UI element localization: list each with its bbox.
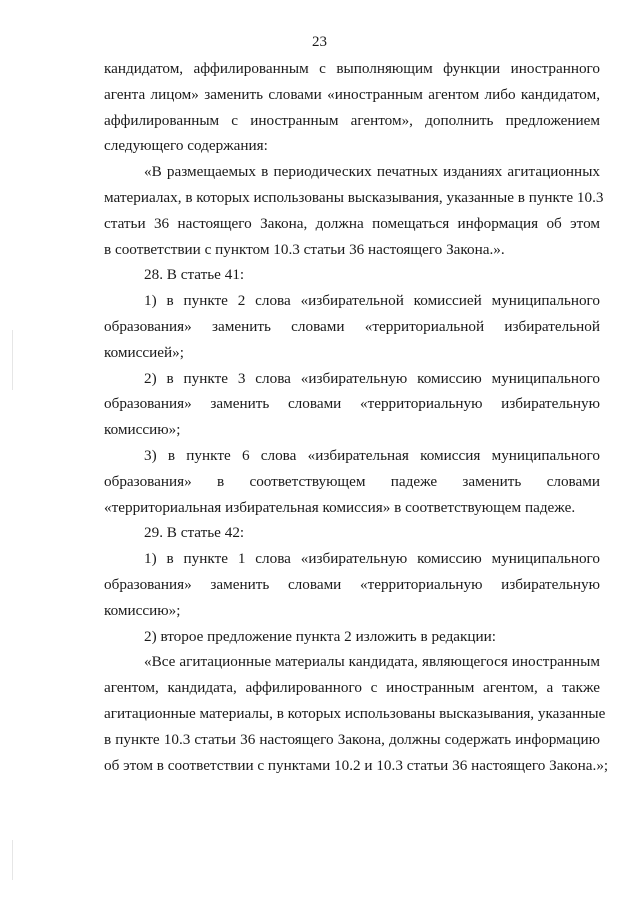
text-line: 3) в пункте 6 слова «избирательная комиссия муниципального [144,446,600,464]
text-line: комиссией»; [104,343,184,361]
text-line: образования» в соответствующем падеже заменить словами [104,472,600,490]
text-line: 2) в пункте 3 слова «избирательную комиссию муниципального [144,369,600,387]
text-line: комиссию»; [104,601,181,619]
text-line: 29. В статье 42: [144,524,245,542]
page-number: 23 [312,34,327,50]
text-line: статьи 36 настоящего Закона, должна помещаться информация об этом [104,214,600,232]
text-line: «Все агитационные материалы кандидата, являющегося иностранным [144,653,600,671]
text-line: агитационные материалы, в которых использованы высказывания, указанные [104,704,606,722]
text-line: следующего содержания: [104,137,268,155]
text-line: кандидатом, аффилированным с выполняющим функции иностранного [104,60,600,77]
text-line: об этом в соответствии с пунктами 10.2 и 10.3 статьи 36 настоящего Закона.»; [104,756,609,774]
text-line: аффилированным с иностранным агентом», дополнить предложением [104,111,600,129]
text-line: 28. В статье 41: [144,266,245,284]
text-line: «В размещаемых в периодических печатных изданиях агитационных [144,163,600,181]
text-line: комиссию»; [104,421,181,439]
text-line: агентом, кандидата, аффилированного с иностранным агентом, а также [104,679,600,697]
text-line: образования» заменить словами «территориальную избирательную [104,395,600,413]
text-line: образования» заменить словами «территориальной избирательной [104,317,600,335]
text-line: «территориальная избирательная комиссия» в соответствующем падеже. [104,498,576,516]
text-line: 1) в пункте 2 слова «избирательной комиссией муниципального [144,292,600,310]
text-line: 2) второе предложение пункта 2 изложить в редакции: [144,627,497,645]
scan-margin-mark [12,330,13,390]
text-line: образования» заменить словами «территориальную избирательную [104,575,600,593]
document-body [104,56,609,778]
text-line: материалах, в которых использованы высказывания, указанные в пункте 10.3 [104,188,604,206]
scan-margin-mark [12,840,13,880]
text-line: в пункте 10.3 статьи 36 настоящего Закона, должны содержать информацию [104,730,600,748]
text-line: 1) в пункте 1 слова «избирательную комиссию муниципального [144,550,600,568]
text-line: агента лицом» заменить словами «иностранным агентом либо кандидатом, [104,85,600,103]
text-line: в соответствии с пунктом 10.3 статьи 36 настоящего Закона.». [104,240,505,258]
